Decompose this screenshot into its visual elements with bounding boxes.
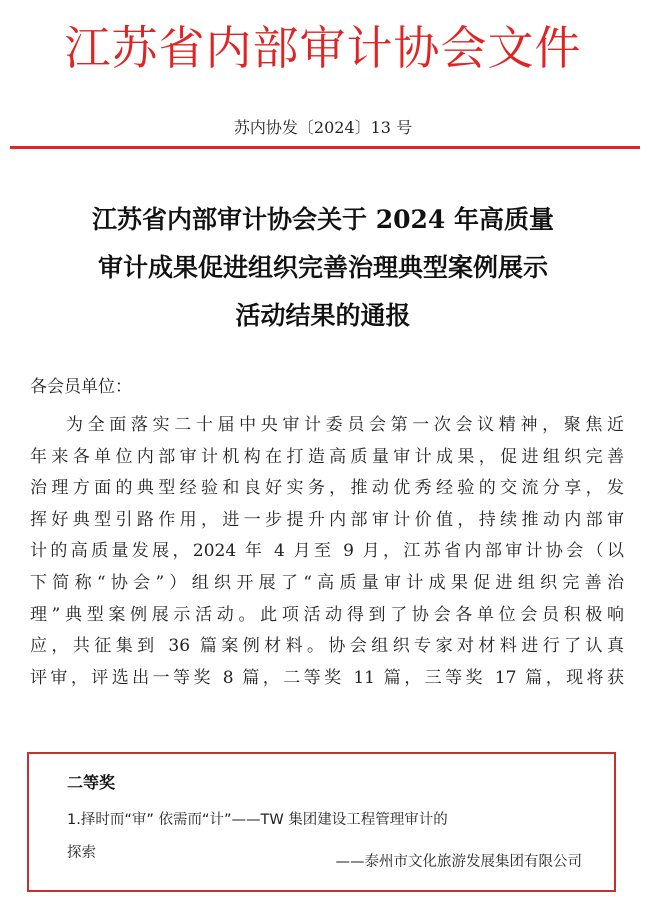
body-line: 年来各单位内部审计机构在打造高质量审计成果，促进组织完善 — [30, 446, 624, 467]
title-line: 活动结果的通报 — [235, 301, 411, 330]
body-line: 为全面落实二十届中央审计委员会第一次会议精神，聚焦近 — [66, 415, 624, 435]
body-line: 治理方面的典型经验和良好实务，推动优秀经验的交流分享，发 — [30, 478, 624, 499]
red-divider — [10, 146, 640, 149]
body-line: 评审，评选出一等奖 8 篇，二等奖 11 篇，三等奖 17 篇，现将获 — [30, 667, 624, 688]
body-line: 计的高质量发展，2024 年 4 月至 9 月，江苏省内部审计协会（以 — [30, 541, 624, 562]
body-line: 下简称“协会”）组织开展了“高质量审计成果促进组织完善治 — [30, 572, 624, 593]
award-entry-line: 探索 — [67, 845, 96, 861]
award-heading: 二等奖 — [67, 773, 116, 792]
award-entry-line: 1.择时而“审” 依需而“计”——TW 集团建设工程管理审计的 — [67, 812, 448, 828]
award-entry-organization: ——泰州市文化旅游发展集团有限公司 — [335, 854, 582, 870]
document-masthead: 江苏省内部审计协会文件 — [64, 21, 582, 75]
document-number: 苏内协发〔2024〕13 号 — [233, 118, 413, 137]
body-line: 理”典型案例展示活动。此项活动得到了协会各单位会员积极响 — [30, 604, 624, 625]
body-line: 挥好典型引路作用，进一步提升内部审计价值，持续推动内部审 — [30, 509, 624, 530]
body-line: 应，共征集到 36 篇案例材料。协会组织专家对材料进行了认真 — [30, 636, 624, 657]
title-line: 江苏省内部审计协会关于 2024 年高质量 — [92, 205, 554, 234]
document-title — [20, 196, 626, 340]
title-line: 审计成果促进组织完善治理典型案例展示 — [97, 253, 548, 282]
award-excerpt-box — [27, 752, 616, 892]
salutation: 各会员单位： — [30, 377, 132, 397]
body-paragraph — [30, 410, 624, 694]
